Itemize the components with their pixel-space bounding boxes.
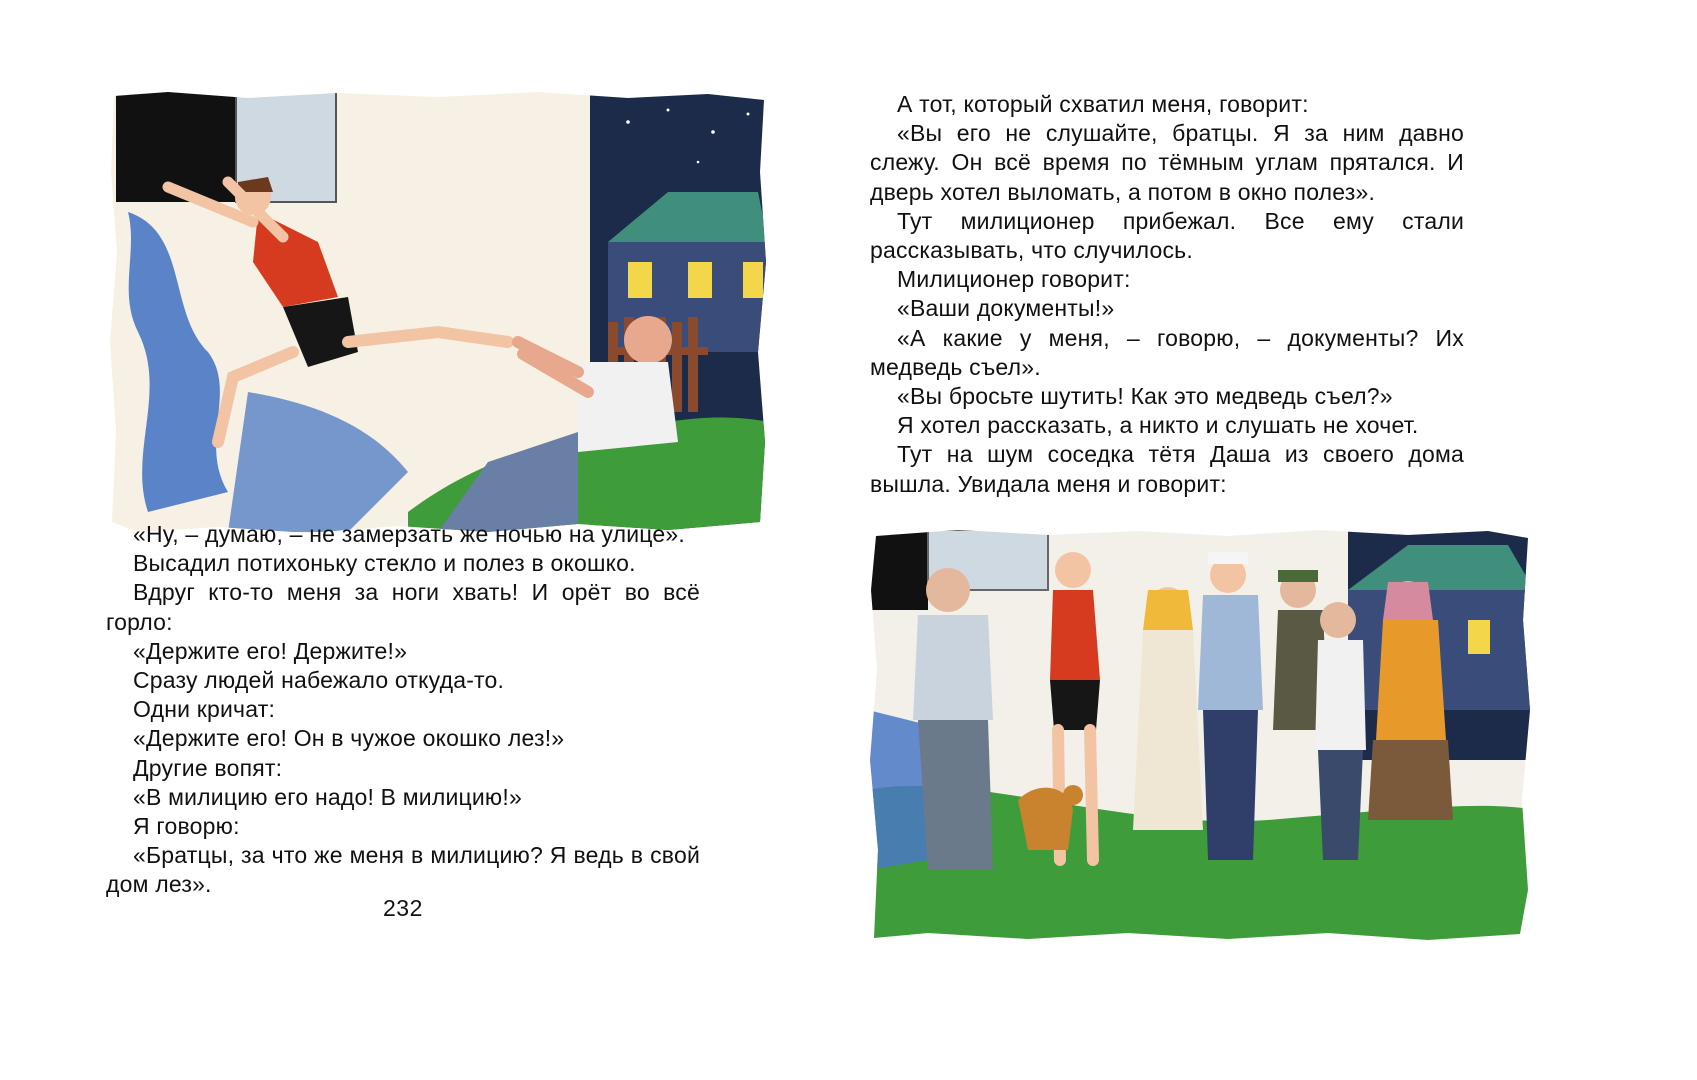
paragraph: «А какие у меня, – говорю, – документы? Их медведь съел».: [870, 324, 1464, 380]
paragraph: «Держите его! Держите!»: [133, 637, 408, 664]
paragraph: «В милицию его надо! В милицию!»: [133, 783, 522, 810]
page-number: 232: [383, 895, 423, 921]
left-text: [106, 520, 700, 900]
paragraph: Я хотел рассказать, а никто и слушать не хочет.: [897, 412, 1419, 439]
left-page: [0, 0, 848, 1080]
paragraph: Тут на шум соседка тётя Даша из своего дома вышла. Увидала меня и говорит:: [870, 441, 1464, 497]
paragraph: Другие вопят:: [133, 754, 283, 781]
paragraph: «Ваши документы!»: [897, 295, 1115, 322]
paragraph: Одни кричат:: [133, 696, 276, 723]
paragraph: «Ну, – думаю, – не замерзать же ночью на улице».: [133, 521, 685, 547]
paragraph: Сразу людей набежало откуда-то.: [133, 667, 505, 694]
paragraph: Тут милиционер прибежал. Все ему стали рассказывать, что случилось.: [870, 207, 1464, 264]
paragraph: «Держите его! Он в чужое окошко лез!»: [133, 725, 565, 752]
paragraph: Высадил потихоньку стекло и полез в окошко.: [133, 550, 636, 577]
right-page: [848, 0, 1697, 1080]
right-text: [870, 90, 1464, 499]
illustration-window-climb: [108, 92, 768, 534]
illustration-crowd: [868, 530, 1534, 940]
paragraph: Милиционер говорит:: [897, 266, 1131, 293]
paragraph: «Вы бросьте шутить! Как это медведь съел?»: [897, 383, 1393, 410]
paragraph: Вдруг кто-то меня за ноги хвать! И орёт во всё горло:: [106, 579, 700, 635]
paragraph: «Вы его не слушайте, братцы. Я за ним давно слежу. Он всё время по тёмным углам прятался. И дверь хотел выломать, а потом в окно полез».: [870, 120, 1464, 205]
paragraph: А тот, который схватил меня, говорит:: [897, 91, 1309, 117]
paragraph: Я говорю:: [133, 813, 240, 840]
paragraph: «Братцы, за что же меня в милицию? Я ведь в свой дом лез».: [106, 842, 700, 898]
